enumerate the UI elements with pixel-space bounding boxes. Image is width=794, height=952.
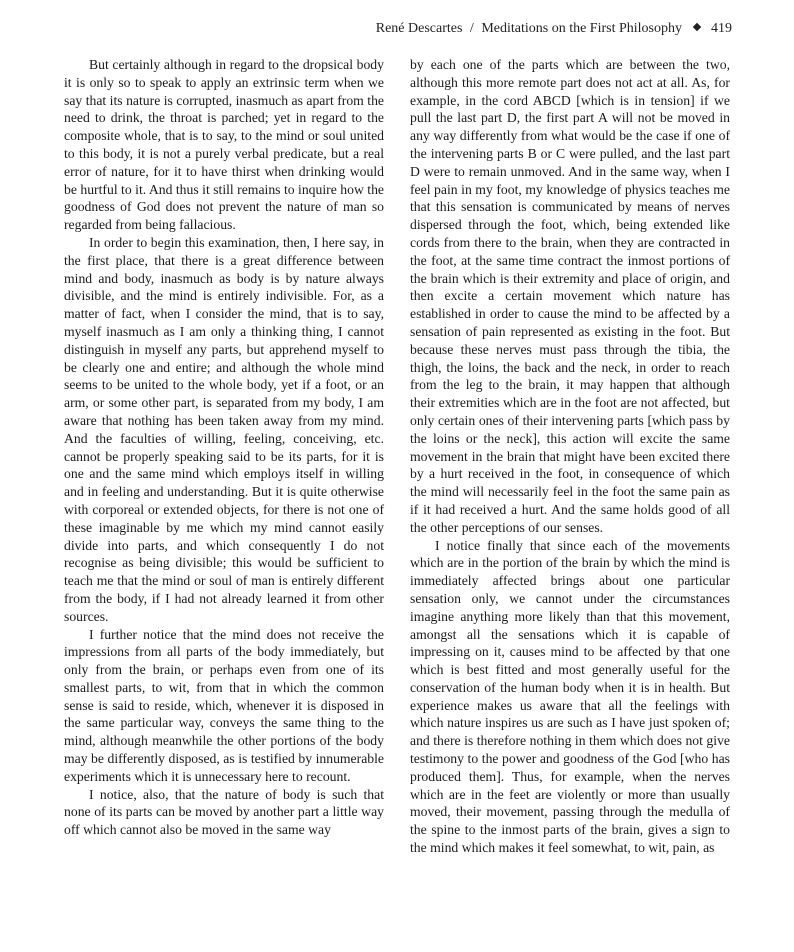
diamond-bullet-icon <box>692 23 700 31</box>
left-column <box>64 56 384 839</box>
paragraph: I notice finally that since each of the movements which are in the portion of the brain by which the mind is immediately affected brings about one particular sensation only, we cannot under the circumstances imagine anything more likely than that this movement, amongst all the sensations which it is capable of impressing on it, causes mind to be affected by that one which is best fitted and most generally useful for the conservation of the human body when it is in health. But experience makes us aware that all the feelings with which nature inspires us are such as I have just spoken of; and there is therefore nothing in them which does not give testimony to the power and goodness of the God [who has produced them]. Thus, for example, when the nerves which are in the feet are violently or more than usually moved, their movement, passing through the medulla of the spine to the inmost parts of the brain, gives a sign to the mind which makes it feel somewhat, to wit, pain, as <box>410 537 730 856</box>
paragraph: But certainly although in regard to the dropsical body it is only so to speak to apply an extrinsic term when we say that its nature is corrupted, inasmuch as apart from the need to drink, the throat is parched; yet in regard to the composite whole, that is to say, to the mind or soul united to this body, it is not a purely verbal predicate, but a real error of nature, for it to have thirst when drinking would be hurtful to it. And thus it still remains to inquire how the goodness of God does not prevent the nature of man so regarded from being fallacious. <box>64 57 384 233</box>
paragraph: by each one of the parts which are between the two, although this more remote part does not act at all. As, for example, in the cord ABCD [which is in tension] if we pull the last part D, the first part A will not be moved in any way differently from what would be the case if one of the intervening parts B or C were pulled, and the last part D were to remain unmoved. And in the same way, when I feel pain in my foot, my knowledge of physics teaches me that this sensation is communicated by means of nerves dispersed through the foot, which, being extended like cords from there to the brain, when they are contracted in the foot, at the same time contract the inmost portions of the brain which is their extremity and place of origin, and then excite a certain movement which nature has established in order to cause the mind to be affected by a sensation of pain represented as existing in the foot. But because these nerves must pass through the tibia, the thigh, the loins, the back and the neck, in order to reach from the leg to the brain, it may happen that although their extremities which are in the foot are not affected, but only certain ones of their intervening parts [which pass by the loins or the neck], this action will excite the same movement in the brain that might have been excited there by a hurt received in the foot, in consequence of which the mind will necessarily feel in the foot the same pain as if it had received a hurt. And the same holds good of all the other perceptions of our senses. <box>410 57 730 535</box>
page-number: 419 <box>711 21 732 36</box>
running-head <box>376 20 732 38</box>
paragraph: I notice, also, that the nature of body is such that none of its parts can be moved by another part a little way off which cannot also be moved in the same way <box>64 786 384 838</box>
right-column <box>410 56 730 857</box>
header-title: Meditations on the First Philosophy <box>481 21 682 36</box>
header-author: René Descartes <box>375 21 463 36</box>
header-separator: / <box>469 21 474 36</box>
paragraph: I further notice that the mind does not receive the impressions from all parts of the body immediately, but only from the brain, or perhaps even from one of its smallest parts, to wit, from that in which the common sense is said to reside, which, whenever it is disposed in the same particular way, conveys the same thing to the mind, although meanwhile the other portions of the body may be differently disposed, as is testified by innumerable experiments which it is unnecessary here to recount. <box>64 626 384 784</box>
paragraph: In order to begin this examination, then, I here say, in the first place, that there is a great difference between mind and body, inasmuch as body is by nature always divisible, and the mind is entirely indivisible. For, as a matter of fact, when I consider the mind, that is to say, myself inasmuch as I am only a thinking thing, I cannot distinguish in myself any parts, but apprehend myself to be clearly one and entire; and although the whole mind seems to be united to the whole body, yet if a foot, or an arm, or some other part, is separated from my body, I am aware that nothing has been taken away from my mind. And the faculties of willing, feeling, conceiving, etc. cannot be properly speaking said to be its parts, for it is one and the same mind which employs itself in willing and in feeling and understanding. But it is quite otherwise with corporeal or extended objects, for there is not one of these imaginable by me which my mind cannot easily divide into parts, and which consequently I do not recognise as being divisible; this would be sufficient to teach me that the mind or soul of man is entirely different from the body, if I had not already learned it from other sources. <box>64 234 384 624</box>
